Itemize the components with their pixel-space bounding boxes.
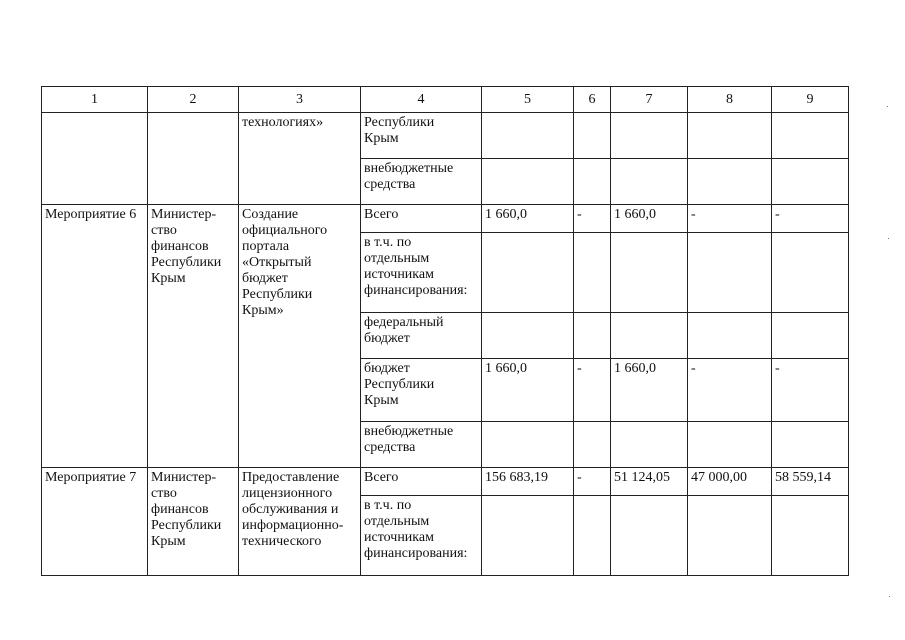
value-cell	[772, 159, 849, 205]
column-number: 9	[772, 87, 849, 113]
column-number: 5	[482, 87, 574, 113]
value-cell	[482, 113, 574, 159]
description-cell: Создание официального портала «Открытый бюджет Республики Крым»	[239, 205, 361, 468]
value-cell	[482, 233, 574, 313]
table-row	[42, 468, 849, 496]
measure-name-cell	[42, 113, 148, 205]
measure-name-cell: Мероприятие 6	[42, 205, 148, 468]
column-number: 1	[42, 87, 148, 113]
funding-source-cell: Всего	[361, 205, 482, 233]
value-cell	[611, 496, 688, 576]
value-cell: -	[688, 359, 772, 422]
value-cell	[772, 233, 849, 313]
value-cell	[688, 313, 772, 359]
value-cell	[688, 113, 772, 159]
value-cell	[574, 113, 611, 159]
value-cell	[611, 313, 688, 359]
table-row	[42, 205, 849, 233]
funding-source-cell: в т.ч. по отдельным источникам финансирования:	[361, 496, 482, 576]
description-cell: технологиях»	[239, 113, 361, 205]
value-cell: -	[688, 205, 772, 233]
value-cell: 51 124,05	[611, 468, 688, 496]
value-cell: 1 660,0	[611, 359, 688, 422]
funding-source-cell: федеральный бюджет	[361, 313, 482, 359]
value-cell	[611, 113, 688, 159]
value-cell	[574, 422, 611, 468]
scan-speck	[889, 596, 890, 597]
value-cell	[482, 496, 574, 576]
executor-cell	[148, 113, 239, 205]
value-cell	[688, 233, 772, 313]
value-cell	[772, 113, 849, 159]
column-number: 8	[688, 87, 772, 113]
value-cell: -	[574, 359, 611, 422]
column-number: 3	[239, 87, 361, 113]
table-row	[42, 113, 849, 159]
value-cell	[482, 159, 574, 205]
value-cell	[482, 422, 574, 468]
value-cell: 1 660,0	[611, 205, 688, 233]
value-cell	[611, 159, 688, 205]
column-number: 7	[611, 87, 688, 113]
value-cell: 47 000,00	[688, 468, 772, 496]
funding-source-cell: Республики Крым	[361, 113, 482, 159]
value-cell	[688, 159, 772, 205]
funding-source-cell: бюджет Республики Крым	[361, 359, 482, 422]
scan-speck	[888, 238, 889, 239]
value-cell: 1 660,0	[482, 205, 574, 233]
funding-source-cell: Всего	[361, 468, 482, 496]
value-cell: 58 559,14	[772, 468, 849, 496]
value-cell: 156 683,19	[482, 468, 574, 496]
value-cell	[611, 422, 688, 468]
scan-speck	[887, 106, 888, 107]
value-cell: -	[574, 468, 611, 496]
column-number-row	[42, 87, 849, 113]
funding-source-cell: внебюджетные средства	[361, 159, 482, 205]
value-cell	[574, 233, 611, 313]
value-cell	[772, 313, 849, 359]
column-number: 4	[361, 87, 482, 113]
budget-table	[41, 86, 849, 576]
column-number: 2	[148, 87, 239, 113]
description-cell: Предоставление лицензионного обслуживания и информационно- технического	[239, 468, 361, 576]
executor-cell: Министер- ство финансов Республики Крым	[148, 468, 239, 576]
value-cell	[688, 422, 772, 468]
executor-cell: Министер- ство финансов Республики Крым	[148, 205, 239, 468]
value-cell: 1 660,0	[482, 359, 574, 422]
value-cell	[772, 496, 849, 576]
value-cell: -	[772, 359, 849, 422]
value-cell	[482, 313, 574, 359]
value-cell	[688, 496, 772, 576]
column-number: 6	[574, 87, 611, 113]
value-cell	[772, 422, 849, 468]
value-cell: -	[574, 205, 611, 233]
value-cell	[574, 159, 611, 205]
funding-source-cell: внебюджетные средства	[361, 422, 482, 468]
value-cell: -	[772, 205, 849, 233]
value-cell	[611, 233, 688, 313]
value-cell	[574, 313, 611, 359]
funding-source-cell: в т.ч. по отдельным источникам финансирования:	[361, 233, 482, 313]
value-cell	[574, 496, 611, 576]
measure-name-cell: Мероприятие 7	[42, 468, 148, 576]
